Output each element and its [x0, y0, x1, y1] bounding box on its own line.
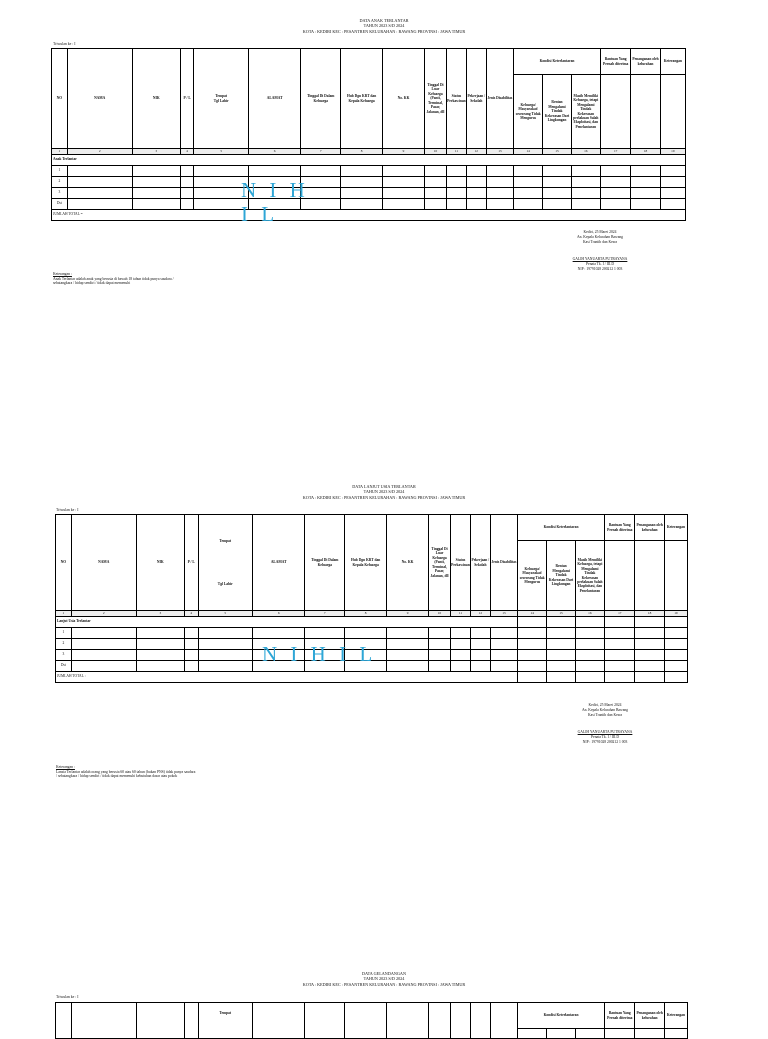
- hdr-tempat-tgl-lahir: [198, 515, 252, 611]
- col-num: 5: [198, 611, 252, 617]
- hdr-nik: [136, 1003, 184, 1039]
- col-num: 3: [136, 611, 184, 617]
- row-number: 3: [52, 187, 68, 198]
- col-num: 13: [490, 611, 517, 617]
- hdr-tempat: Tempat: [219, 1011, 232, 1015]
- hdr-penanganan-sub: [631, 75, 660, 149]
- hdr-no-kk: No. KK: [387, 515, 429, 611]
- hdr-alamat: ALAMAT: [248, 49, 300, 149]
- title-line-2: TAHUN 2023 S/D 2024: [363, 489, 405, 495]
- hdr-keterangan-sub: [664, 541, 687, 611]
- data-table-anak-terlantar: [51, 48, 686, 221]
- category-row: Lanjut Usia Terlantar: [56, 616, 518, 627]
- col-num: 11: [451, 611, 471, 617]
- hdr-tinggal-luar: Tinggal Di Luar Keluarga (Panti, Terminal, Pasar, Jalanan, dll: [429, 515, 451, 611]
- col-num: 11: [446, 149, 466, 155]
- table-row: [52, 165, 686, 176]
- table-row: [52, 198, 686, 209]
- hdr-tempat-tgl-lahir: [198, 1003, 252, 1039]
- title-line-3: KOTA : KEDIRI KEC : PESANTREN KELURAHAN : BAWANG PROVINSI : JAWA TIMUR: [302, 981, 466, 987]
- note-block-1: [53, 272, 193, 286]
- hdr-hub-kk: Hub Dgn KRT dan Kepala Keluarga: [345, 515, 387, 611]
- hdr-jenis-disabilitas: [490, 1003, 517, 1039]
- signature-block-2: [535, 703, 675, 745]
- hdr-kondisi: Kondisi Keterlantaran: [518, 515, 605, 541]
- hdr-penanganan-sub: [635, 541, 664, 611]
- table-row: [52, 176, 686, 187]
- col-num: 19: [660, 149, 685, 155]
- hdr-tinggal-keluarga: Tinggal Di Dalam Keluarga: [305, 515, 345, 611]
- note-text: Lansia Terlantar adalah orang yang berusia 60 atau 60 tahun (bukan PNS) tidak punya saudara / sebatangkara / hidup sendiri / tidak dapat memenuhi kebutuhan dasar atau pokok: [56, 769, 196, 779]
- hdr-tinggal-luar: [429, 1003, 451, 1039]
- hdr-keterangan: Keterangan: [664, 515, 687, 541]
- triwulan-label: Triwulan ke : I: [53, 42, 76, 46]
- section2-title: [0, 484, 768, 500]
- col-num: 7: [301, 149, 341, 155]
- title-line-3: KOTA : KEDIRI KEC : PESANTREN KELURAHAN : BAWANG PROVINSI : JAWA TIMUR: [302, 28, 466, 34]
- col-num: 4: [184, 611, 198, 617]
- sign-role-1: An. Kepala Kelurahan Bawang: [581, 708, 629, 712]
- hdr-bantuan: Bantuan Yang Pernah diterima: [605, 515, 635, 541]
- sign-name: GALIH YANUARTA PUTRAYANA: [572, 257, 628, 261]
- signature-block-1: [530, 230, 670, 272]
- note-title: Keterangan :: [53, 272, 72, 276]
- col-num: 16: [571, 149, 600, 155]
- col-num: 12: [466, 149, 486, 155]
- row-number: 1: [56, 627, 72, 638]
- title-line-3: KOTA : KEDIRI KEC : PESANTREN KELURAHAN : BAWANG PROVINSI : JAWA TIMUR: [302, 494, 466, 500]
- hdr-penanganan: Penanganan oleh kelurahan: [635, 1003, 664, 1029]
- sign-date: Kediri, 25 Maret 2024: [588, 703, 622, 707]
- row-number: 1: [52, 165, 68, 176]
- hdr-hub-kk: Hub Dgn KRT dan Kepala Keluarga: [341, 49, 383, 149]
- title-line-2: TAHUN 2023 S/D 2024: [363, 23, 405, 29]
- col-num: 19: [664, 611, 687, 617]
- category-row: Anak Terlantar: [52, 154, 686, 165]
- hdr-k-masih: Masih Memiliki Keluarga, tetapi Mengalami Tindak Kekerasan perlakuan Salah Eksploitasi, dan Penelantaran: [571, 75, 600, 149]
- section3-title: [0, 971, 768, 987]
- col-num: 5: [194, 149, 248, 155]
- hdr-tempat: Tempat: [219, 539, 232, 544]
- row-number: Dst: [56, 660, 72, 671]
- hdr-pekerjaan: [470, 1003, 490, 1039]
- sign-role-2: Kasi Trantib dan Kesra: [587, 713, 623, 717]
- hdr-tinggal-keluarga: [305, 1003, 345, 1039]
- col-num: 2: [71, 611, 136, 617]
- row-number: Dst: [52, 198, 68, 209]
- hdr-no: NO: [52, 49, 68, 149]
- sign-date: Kediri, 25 Maret 2024: [583, 230, 617, 234]
- sign-rank: Penata Tk. I / III.D: [586, 262, 614, 266]
- hdr-nama: NAMA: [67, 49, 132, 149]
- sign-role-1: An. Kepala Kelurahan Bawang: [576, 235, 624, 239]
- sign-nip: NIP : 19791028 200212 1 003: [577, 267, 623, 271]
- col-num: 1: [52, 149, 68, 155]
- row-number: 2: [52, 176, 68, 187]
- hdr-alamat: [252, 1003, 304, 1039]
- col-num: 18: [635, 611, 664, 617]
- col-num: 4: [180, 149, 194, 155]
- note-text: Anak Terlantar adalah anak yang berusia di bawah 18 tahun tidak punya saudara / sebatangkara / hidup sendiri / tidak dapat memenuhi: [53, 276, 174, 286]
- col-num: 10: [429, 611, 451, 617]
- data-table-gelandangan: [55, 1002, 688, 1039]
- hdr-nik: NIK: [136, 515, 184, 611]
- col-num: 17: [600, 149, 630, 155]
- hdr-tempat: Tempat: [215, 94, 228, 99]
- hdr-hub-kk: [345, 1003, 387, 1039]
- col-num: 8: [341, 149, 383, 155]
- hdr-tempat-tgl-lahir: [194, 49, 248, 149]
- sign-role-2: Kasi Trantib dan Kesra: [582, 240, 618, 244]
- col-num: 18: [631, 149, 660, 155]
- hdr-status-perkawinan: Status Perkawinan: [451, 515, 471, 611]
- col-num: 17: [605, 611, 635, 617]
- col-num: 15: [543, 149, 571, 155]
- hdr-k-rentan: Rentan Mengalami Tindak Kekerasan Dari Lingkungan: [543, 75, 571, 149]
- row-number: 3: [56, 649, 72, 660]
- hdr-no: NO: [56, 515, 72, 611]
- col-num: 6: [252, 611, 304, 617]
- col-num: 14: [518, 611, 547, 617]
- hdr-pekerjaan: Pekerjaan / Sekolah: [466, 49, 486, 149]
- col-num: 2: [67, 149, 132, 155]
- col-num: 6: [248, 149, 300, 155]
- title-line-1: DATA ANAK TERLANTAR: [359, 18, 409, 23]
- hdr-keterangan-sub: [660, 75, 685, 149]
- hdr-status-perkawinan: [451, 1003, 471, 1039]
- col-num: 16: [575, 611, 604, 617]
- hdr-bantuan-sub: [605, 541, 635, 611]
- hdr-keterangan: Keterangan: [664, 1003, 687, 1029]
- hdr-bantuan: Bantuan Yang Pernah diterima: [605, 1003, 635, 1029]
- col-num: 9: [387, 611, 429, 617]
- title-line-1: DATA GELANDANGAN: [362, 971, 406, 976]
- col-num: 10: [424, 149, 446, 155]
- hdr-nama: NAMA: [71, 515, 136, 611]
- hdr-nik: NIK: [132, 49, 180, 149]
- hdr-k-masih: Masih Memiliki Keluarga, tetapi Mengalami Tindak Kekerasan perlakuan Salah Eksploitasi, dan Penelantaran: [575, 541, 604, 611]
- hdr-tgl-lahir: Tgl Lahir: [213, 98, 229, 103]
- total-row: JUMLAH TOTAL =: [52, 209, 686, 220]
- sign-rank: Penata Tk. I / III.D: [591, 735, 619, 739]
- hdr-no: [56, 1003, 72, 1039]
- triwulan-label: Triwulan ke : I: [56, 995, 79, 999]
- table-row: [56, 627, 688, 638]
- section1-title: [0, 18, 768, 34]
- hdr-jenis-disabilitas: Jenis Disabilitas: [490, 515, 517, 611]
- hdr-k-masyarakat: Keluarga/ Masyarakat/ seseorang Tidak Mengurus: [514, 75, 543, 149]
- hdr-pekerjaan: Pekerjaan / Sekolah: [470, 515, 490, 611]
- hdr-tinggal-luar: Tinggal Di Luar Keluarga (Panti, Terminal, Pasar, Jalanan, dll: [424, 49, 446, 149]
- col-num: 9: [383, 149, 425, 155]
- title-line-2: TAHUN 2023 S/D 2024: [363, 976, 405, 982]
- note-title: Keterangan :: [56, 765, 75, 769]
- hdr-kondisi: Kondisi Keterlantaran: [518, 1003, 605, 1029]
- sign-name: GALIH YANUARTA PUTRAYANA: [577, 730, 633, 734]
- col-num: 7: [305, 611, 345, 617]
- hdr-pl: P / L: [180, 49, 194, 149]
- hdr-status-perkawinan: Status Perkawinan: [446, 49, 466, 149]
- hdr-no-kk: No. KK: [383, 49, 425, 149]
- nihil-stamp: N I H I L: [262, 642, 377, 666]
- col-num: 14: [514, 149, 543, 155]
- col-num: 15: [547, 611, 575, 617]
- nihil-stamp: N I H I L: [241, 178, 309, 226]
- hdr-bantuan-sub: [600, 75, 630, 149]
- hdr-no-kk: [387, 1003, 429, 1039]
- table-row: [52, 187, 686, 198]
- hdr-bantuan: Bantuan Yang Pernah diterima: [600, 49, 630, 75]
- hdr-pl: P / L: [184, 515, 198, 611]
- title-line-1: DATA LANJUT USIA TERLANTAR: [352, 484, 416, 489]
- col-num: 13: [486, 149, 513, 155]
- hdr-keterangan: Keterangan: [660, 49, 685, 75]
- hdr-alamat: ALAMAT: [252, 515, 304, 611]
- hdr-pl: [184, 1003, 198, 1039]
- hdr-k-rentan: Rentan Mengalami Tindak Kekerasan Dari Lingkungan: [547, 541, 575, 611]
- note-block-2: [56, 765, 196, 779]
- sign-nip: NIP : 19791028 200212 1 003: [582, 740, 628, 744]
- hdr-penanganan: Penanganan oleh kelurahan: [635, 515, 664, 541]
- hdr-tgl-lahir: Tgl Lahir: [217, 581, 233, 586]
- triwulan-label: Triwulan ke : I: [56, 508, 79, 512]
- col-num: 12: [470, 611, 490, 617]
- hdr-penanganan: Penanganan oleh kelurahan: [631, 49, 660, 75]
- col-num: 8: [345, 611, 387, 617]
- row-number: 2: [56, 638, 72, 649]
- hdr-jenis-disabilitas: Jenis Disabilitas: [486, 49, 513, 149]
- col-num: 3: [132, 149, 180, 155]
- hdr-k-masyarakat: Keluarga/ Masyarakat/ seseorang Tidak Mengurus: [518, 541, 547, 611]
- total-row: JUMLAH TOTAL :: [56, 671, 518, 682]
- hdr-kondisi: Kondisi Keterlantaran: [514, 49, 601, 75]
- col-num: 1: [56, 611, 72, 617]
- hdr-nama: [71, 1003, 136, 1039]
- hdr-tinggal-keluarga: Tinggal Di Dalam Keluarga: [301, 49, 341, 149]
